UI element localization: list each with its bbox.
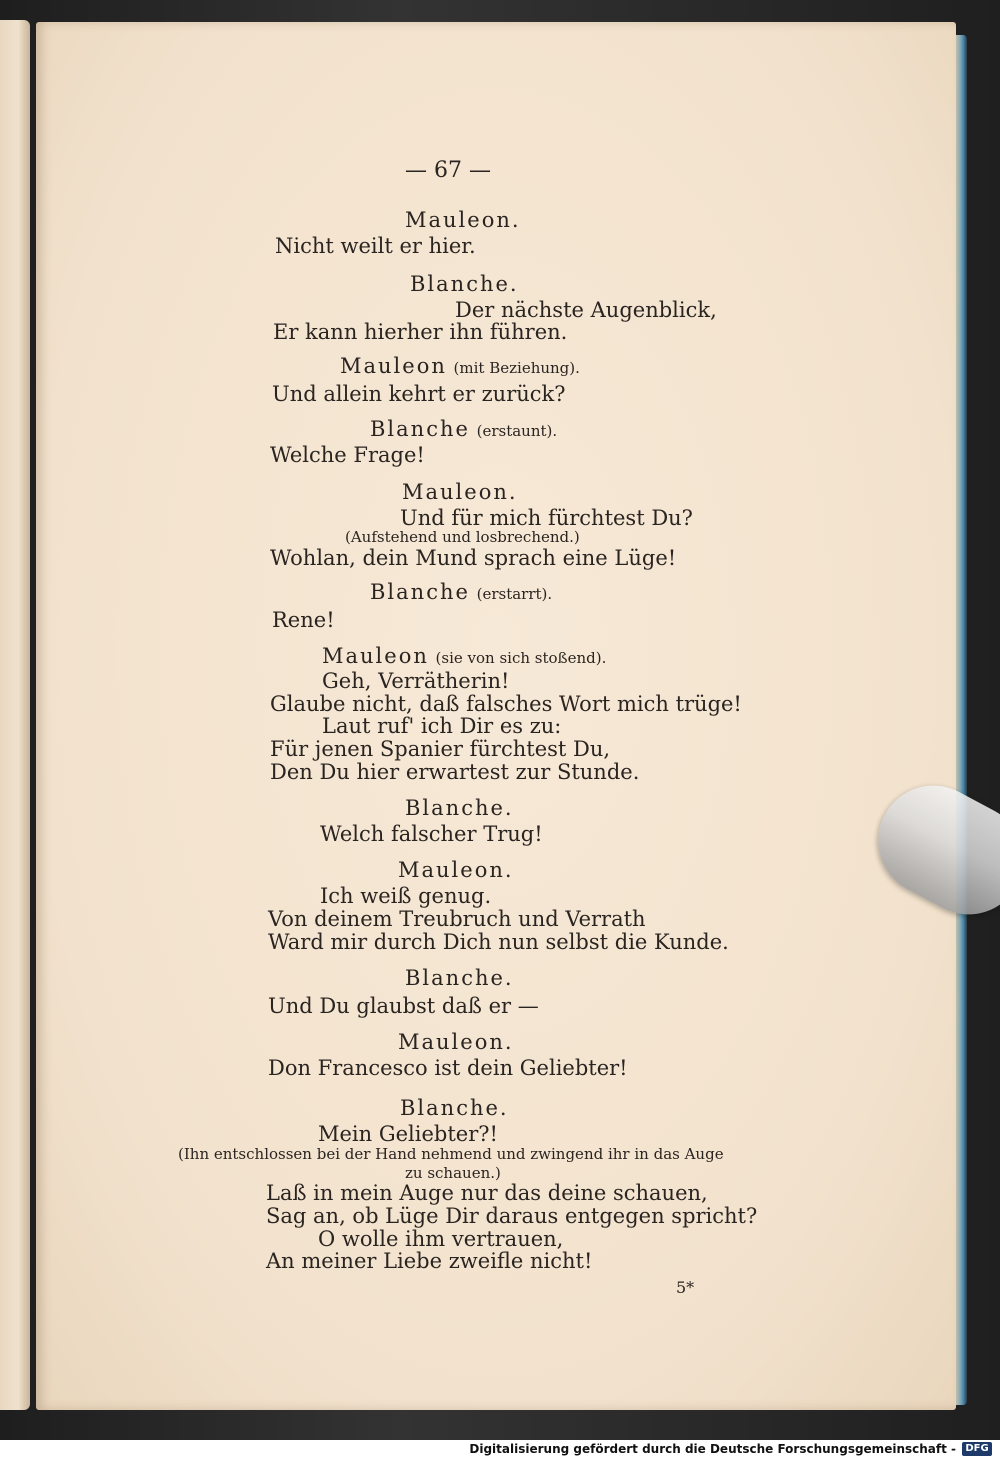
verse-line: Mein Geliebter?! xyxy=(318,1122,498,1146)
speaker-name: Mauleon. xyxy=(398,858,514,882)
speaker-name: Blanche xyxy=(370,580,470,604)
speaker-name: Blanche. xyxy=(410,272,519,296)
verse-line: Glaube nicht, daß falsches Wort mich trüge! xyxy=(270,692,742,716)
stage-direction: (mit Beziehung). xyxy=(453,359,580,377)
verse-line: Rene! xyxy=(272,608,335,632)
speaker-name: Mauleon. xyxy=(405,208,521,232)
stage-direction: (erstaunt). xyxy=(476,422,558,440)
verse-line: Für jenen Spanier fürchtest Du, xyxy=(270,737,611,761)
signature-mark: 5* xyxy=(676,1278,695,1297)
verse-line: Laß in mein Auge nur das deine schauen, xyxy=(266,1181,708,1205)
speaker-name: Mauleon. xyxy=(398,1030,514,1054)
verse-line: Und allein kehrt er zurück? xyxy=(272,382,566,406)
stage-direction: zu schauen.) xyxy=(405,1164,501,1182)
verse-line: Welche Frage! xyxy=(270,443,425,467)
speaker-name: Blanche. xyxy=(405,796,514,820)
stage-direction: (erstarrt). xyxy=(476,585,553,603)
verse-line: Ich weiß genug. xyxy=(320,884,492,908)
speaker-line xyxy=(370,582,552,603)
verse-line: Wohlan, dein Mund sprach eine Lüge! xyxy=(270,546,677,570)
verse-line: Sag an, ob Lüge Dir daraus entgegen spricht? xyxy=(266,1204,758,1228)
speaker-name: Mauleon xyxy=(340,354,447,378)
verse-line: Von deinem Treubruch und Verrath xyxy=(268,907,646,931)
stage-direction: (Ihn entschlossen bei der Hand nehmend und zwingend ihr in das Auge xyxy=(178,1145,724,1163)
speaker-line xyxy=(340,356,580,377)
verse-line: Welch falscher Trug! xyxy=(320,822,543,846)
verse-line: Der nächste Augenblick, xyxy=(455,298,717,322)
dfg-logo: DFG xyxy=(962,1442,992,1456)
speaker-name: Blanche. xyxy=(405,966,514,990)
speaker-line xyxy=(322,646,606,667)
page-number: — 67 — xyxy=(405,158,491,183)
speaker-name: Mauleon xyxy=(322,644,429,668)
page-edge xyxy=(955,35,967,1405)
stage-direction: (sie von sich stoßend). xyxy=(435,649,607,667)
footer-bar xyxy=(0,1440,1000,1459)
verse-line: Und Du glaubst daß er — xyxy=(268,994,539,1018)
stage-direction: (Aufstehend und losbrechend.) xyxy=(345,528,580,546)
verse-line: Er kann hierher ihn führen. xyxy=(273,320,568,344)
facing-page-edge xyxy=(0,20,30,1410)
verse-line: Laut ruf' ich Dir es zu: xyxy=(322,714,562,738)
verse-line: Don Francesco ist dein Geliebter! xyxy=(268,1056,628,1080)
verse-line: Nicht weilt er hier. xyxy=(275,234,476,258)
verse-line: Und für mich fürchtest Du? xyxy=(400,506,693,530)
verse-line: Ward mir durch Dich nun selbst die Kunde. xyxy=(268,930,729,954)
verse-line: Den Du hier erwartest zur Stunde. xyxy=(270,760,640,784)
speaker-line xyxy=(370,419,557,440)
verse-line: An meiner Liebe zweifle nicht! xyxy=(266,1249,593,1273)
speaker-name: Mauleon. xyxy=(402,480,518,504)
speaker-name: Blanche. xyxy=(400,1096,509,1120)
verse-line: O wolle ihm vertrauen, xyxy=(318,1227,564,1251)
footer-credit: Digitalisierung gefördert durch die Deutsche Forschungsgemeinschaft - xyxy=(469,1442,956,1456)
speaker-name: Blanche xyxy=(370,417,470,441)
verse-line: Geh, Verrätherin! xyxy=(322,669,510,693)
